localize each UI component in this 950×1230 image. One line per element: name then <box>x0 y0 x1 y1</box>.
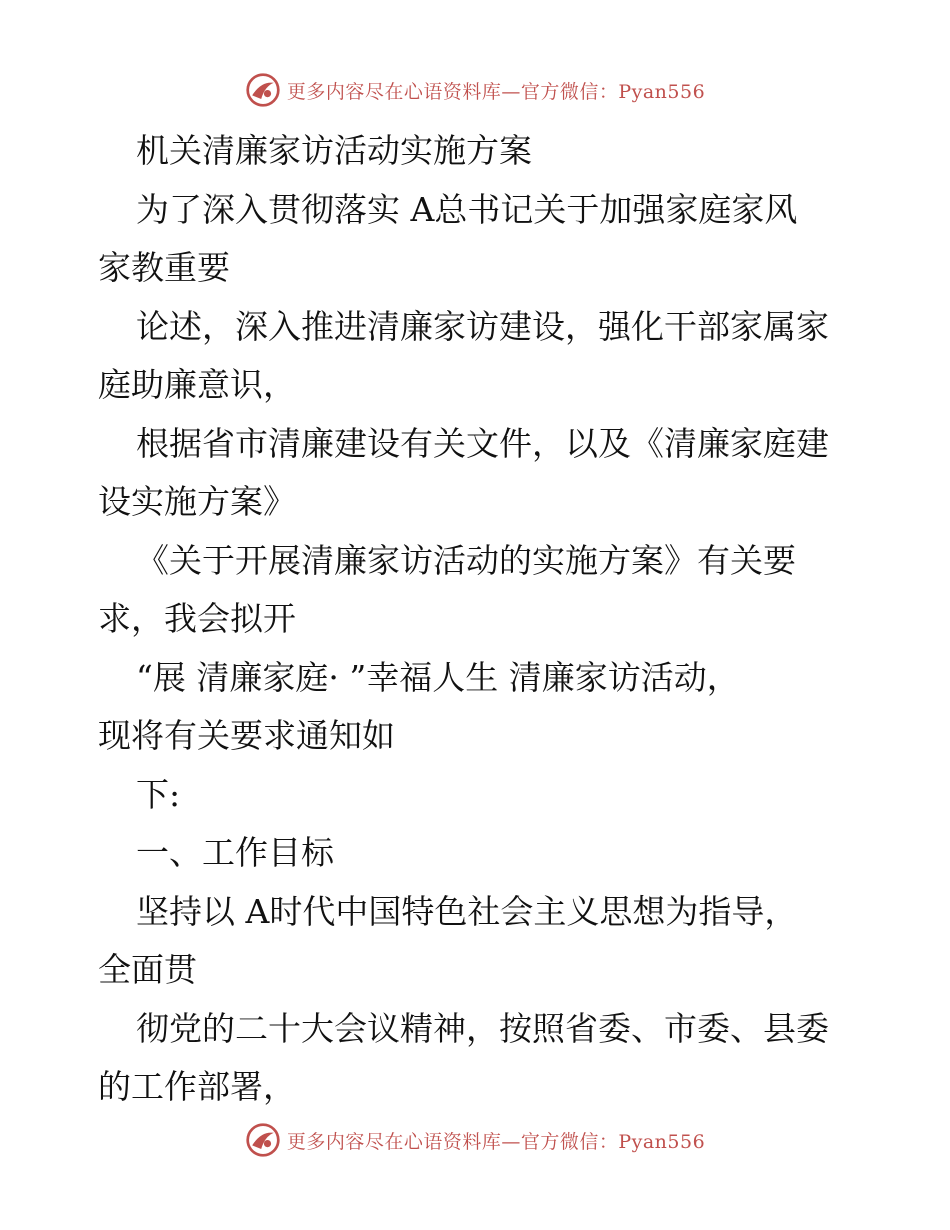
document-line: 彻党的二十大会议精神，按照省委、市委、县委 <box>136 1008 829 1048</box>
document-line: 为了深入贯彻落实 A总书记关于加强家庭家风 <box>136 189 798 229</box>
header-watermark <box>0 70 950 110</box>
document-line: 坚持以 A时代中国特色社会主义思想为指导， <box>136 891 798 931</box>
document-line: 论述，深入推进清廉家访建设，强化干部家属家 <box>136 306 829 346</box>
document-line: 下: <box>136 774 181 814</box>
watermark-text: 更多内容尽在心语资料库—官方微信：Pyan556 <box>286 1130 706 1153</box>
red-swirl-logo-icon <box>245 72 281 108</box>
document-line: 的工作部署， <box>98 1067 296 1106</box>
document-line: 全面贯 <box>98 950 197 989</box>
document-line: 一、工作目标 <box>136 833 334 872</box>
document-line: 家教重要 <box>98 248 230 287</box>
document-line: 庭助廉意识， <box>98 365 296 404</box>
document-line: 机关清廉家访活动实施方案 <box>136 131 532 170</box>
document-line: 现将有关要求通知如 <box>98 716 395 755</box>
document-line: 《关于开展清廉家访活动的实施方案》有关要 <box>136 540 796 580</box>
document-line: 设实施方案》 <box>98 482 296 521</box>
document-line: “展 清廉家庭· ”幸福人生 清廉家访活动， <box>136 657 740 697</box>
footer-watermark <box>0 1120 950 1160</box>
document-body <box>98 122 858 1117</box>
document-line: 根据省市清廉建设有关文件，以及《清廉家庭建 <box>136 423 829 463</box>
red-swirl-logo-icon <box>245 1122 281 1158</box>
document-line: 求，我会拟开 <box>98 599 296 638</box>
watermark-text: 更多内容尽在心语资料库—官方微信：Pyan556 <box>286 80 706 103</box>
